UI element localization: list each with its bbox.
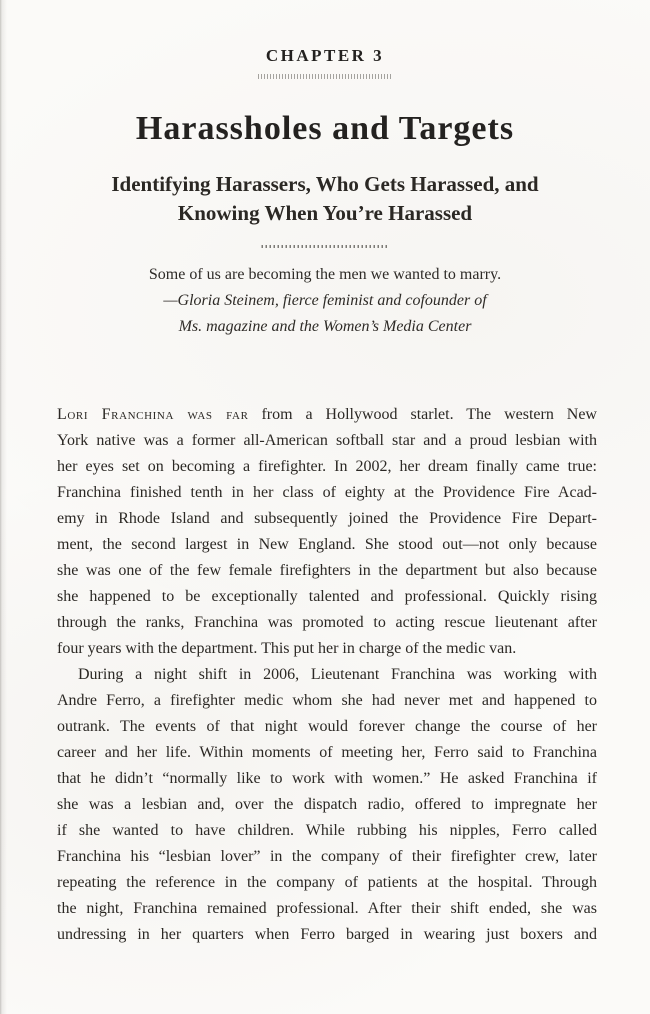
body-line: York native was a former all-American softball star and a proud lesbian with xyxy=(57,432,597,449)
chapter-ornament-rule xyxy=(258,74,392,79)
body-line: the night, Franchina remained professional. After their shift ended, she was xyxy=(57,900,597,917)
body-line: Franchina his “lesbian lover” in the company of their firefighter crew, later xyxy=(57,848,597,865)
epigraph-quote: Some of us are becoming the men we wanted to marry. xyxy=(148,266,502,283)
body-line: ment, the second largest in New England. She stood out—not only because xyxy=(57,536,597,553)
body-line: Andre Ferro, a firefighter medic whom she had never met and happened to xyxy=(57,692,597,709)
chapter-subtitle-line-1: Identifying Harassers, Who Gets Harassed, and xyxy=(111,172,539,196)
page-edge-shadow xyxy=(0,0,7,1014)
body-line: Franchina finished tenth in her class of eighty at the Providence Fire Acad- xyxy=(57,484,597,501)
body-line: outrank. The events of that night would forever change the course of her xyxy=(57,718,597,735)
chapter-subtitle-line-2: Knowing When You’re Harassed xyxy=(177,201,473,225)
body-line: her eyes set on becoming a firefighter. In 2002, her dream finally came true: xyxy=(57,458,597,475)
lead-in-small-caps: Lori Franchina was far xyxy=(57,406,249,423)
body-line: she happened to be exceptionally talented and professional. Quickly rising xyxy=(57,588,597,605)
body-line: During a night shift in 2006, Lieutenant Franchina was working with xyxy=(78,666,597,683)
body-line: she was a lesbian and, over the dispatch radio, offered to impregnate her xyxy=(57,796,597,813)
body-line: she was one of the few female firefighters in the department but also because xyxy=(57,562,597,579)
body-line: that he didn’t “normally like to work with women.” He asked Franchina if xyxy=(57,770,597,787)
chapter-subtitle xyxy=(0,170,650,228)
body-line: emy in Rhode Island and subsequently joined the Providence Fire Depart- xyxy=(57,510,597,527)
body-line: four years with the department. This put her in charge of the medic van. xyxy=(57,640,517,657)
body-line: Lori Franchina was far from a Hollywood starlet. The western New xyxy=(57,406,597,423)
chapter-label: CHAPTER 3 xyxy=(265,46,385,65)
body-line: through the ranks, Franchina was promoted to acting rescue lieutenant after xyxy=(57,614,597,631)
body-text xyxy=(57,402,597,948)
epigraph xyxy=(100,262,550,340)
body-line: undressing in her quarters when Ferro barged in wearing just boxers and xyxy=(57,926,597,943)
chapter-title: Harassholes and Targets xyxy=(135,110,515,147)
body-line: repeating the reference in the company of patients at the hospital. Through xyxy=(57,874,597,891)
epigraph-attribution-line-2: Ms. magazine and the Women’s Media Center xyxy=(178,318,472,335)
epigraph-attribution-line-1: —Gloria Steinem, fierce feminist and cofounder of xyxy=(163,292,487,309)
epigraph-ornament-rule xyxy=(262,245,389,248)
body-line: if she wanted to have children. While rubbing his nipples, Ferro called xyxy=(57,822,597,839)
body-line: career and her life. Within moments of meeting her, Ferro said to Franchina xyxy=(57,744,597,761)
